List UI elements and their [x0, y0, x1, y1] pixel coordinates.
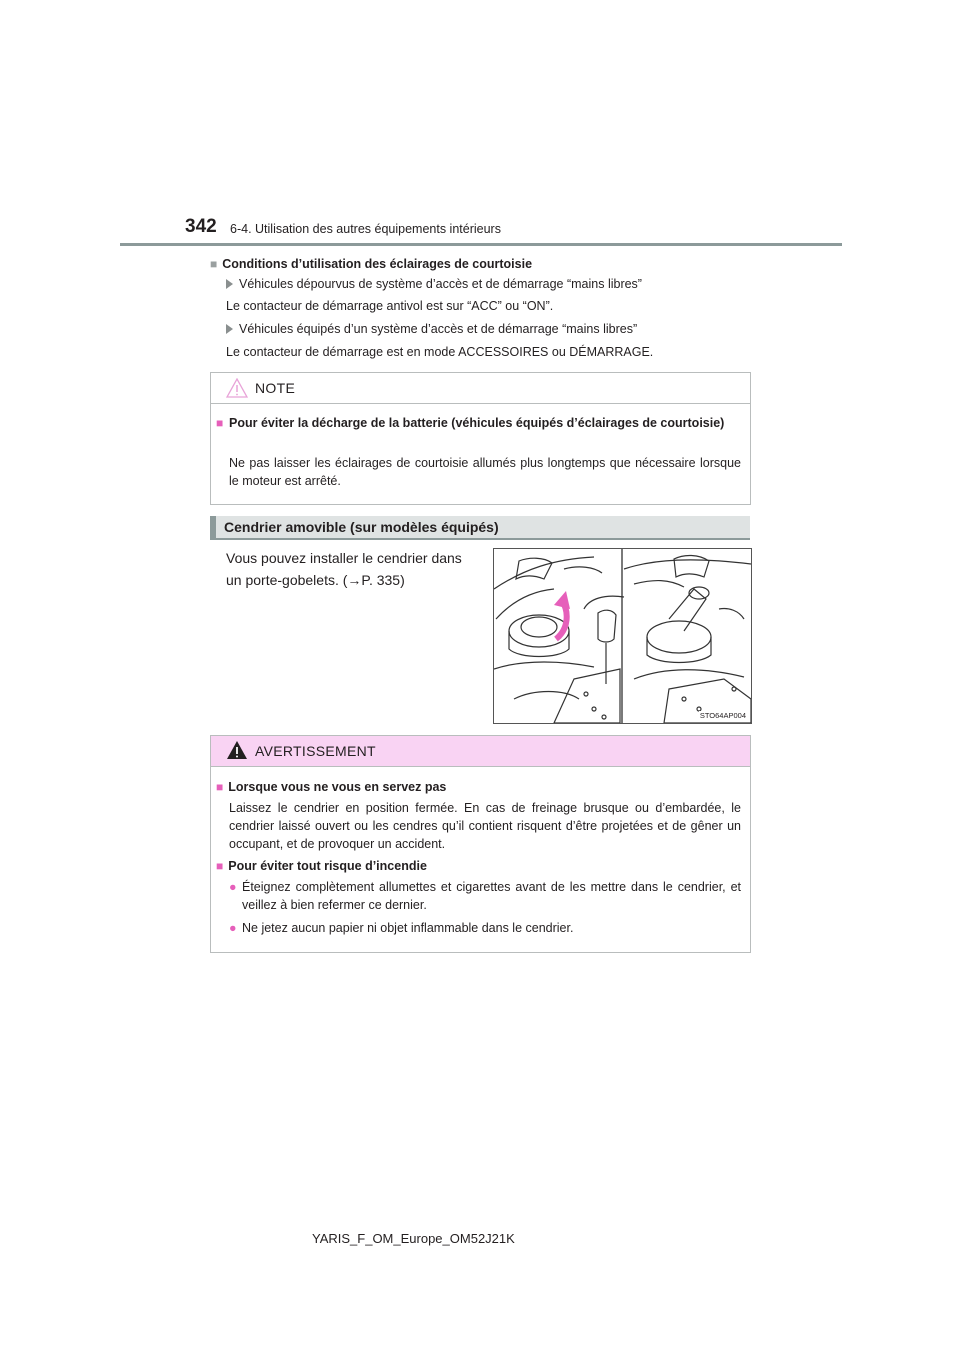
ashtray-text-line-2: [226, 569, 462, 591]
warning-bullet-2-text: Ne jetez aucun papier ni objet inflammable dans le cendrier.: [242, 921, 574, 935]
condition-label-1: [226, 275, 642, 293]
section-title: 6-4. Utilisation des autres équipements intérieurs: [230, 222, 501, 236]
condition-label-2: [226, 320, 637, 338]
ashtray-text-line-2-a: un porte-gobelets. (: [226, 572, 348, 588]
warning-bullet-1: [229, 878, 741, 914]
condition-label-2-text: Véhicules équipés d’un système d’accès et de démarrage “mains libres”: [239, 322, 638, 336]
circle-bullet-icon: ●: [229, 921, 237, 935]
note-text: Ne pas laisser les éclairages de courtoisie allumés plus longtemps que nécessaire lorsque le moteur est arrêté.: [229, 456, 741, 488]
triangle-bullet-icon: [226, 279, 233, 289]
ashtray-drawing: [494, 549, 751, 723]
ashtray-text: [226, 547, 462, 591]
note-heading: [216, 414, 743, 432]
warning-header: [211, 736, 750, 767]
warning-triangle-icon: [226, 740, 248, 760]
condition-text-1: Le contacteur de démarrage antivol est sur “ACC” ou “ON”.: [226, 299, 554, 313]
square-bullet-icon: ■: [210, 257, 218, 271]
warning-bullet-2: [229, 919, 741, 937]
warning-heading-2-text: Pour éviter tout risque d’incendie: [228, 859, 427, 873]
warning-box: [210, 735, 751, 953]
arrow-icon: →: [347, 572, 362, 588]
warning-heading-1: [216, 778, 446, 796]
ashtray-title-text: Cendrier amovible (sur modèles équipés): [224, 519, 499, 535]
conditions-heading-text: Conditions d’utilisation des éclairages de courtoisie: [222, 257, 533, 271]
note-box: [210, 372, 751, 505]
warning-heading-1-text: Lorsque vous ne vous en servez pas: [228, 780, 447, 794]
warning-bullet-1-text: Éteignez complètement allumettes et cigarettes avant de les mettre dans le cendrier, et veillez à bien refermer ce dernier.: [242, 880, 741, 912]
image-code: STO64AP004: [699, 711, 746, 720]
header-rule: [120, 243, 842, 246]
circle-bullet-icon: ●: [229, 880, 237, 894]
warning-text-1: Laissez le cendrier en position fermée. En cas de freinage brusque ou d’embardée, le cendrier laissé ouvert ou les cendres qu’il contient risquent d’être projetées et de gêner un occupant, et de provoquer un accident.: [229, 801, 741, 851]
square-bullet-icon: ■: [216, 780, 224, 794]
square-bullet-icon: ■: [216, 416, 224, 430]
ashtray-section-title: [210, 516, 750, 540]
warning-heading-2: [216, 857, 427, 875]
note-header: [211, 373, 750, 404]
page-number: 342: [185, 216, 217, 237]
ashtray-illustration: [493, 548, 752, 724]
caution-triangle-icon: [226, 378, 248, 398]
triangle-bullet-icon: [226, 324, 233, 334]
ashtray-text-line-1: Vous pouvez installer le cendrier dans: [226, 550, 462, 566]
square-bullet-icon: ■: [216, 859, 224, 873]
condition-label-1-text: Véhicules dépourvus de système d’accès et de démarrage “mains libres”: [239, 277, 642, 291]
conditions-heading: [210, 255, 532, 273]
title-accent: [210, 516, 216, 540]
note-title: NOTE: [255, 380, 296, 396]
condition-text-2: Le contacteur de démarrage est en mode ACCESSOIRES ou DÉMARRAGE.: [226, 345, 654, 359]
document-code: YARIS_F_OM_Europe_OM52J21K: [312, 1231, 515, 1246]
note-heading-text: Pour éviter la décharge de la batterie (véhicules équipés d’éclairages de courtoisie): [229, 416, 725, 430]
page-reference: P. 335): [361, 572, 405, 588]
warning-title: AVERTISSEMENT: [255, 743, 376, 759]
